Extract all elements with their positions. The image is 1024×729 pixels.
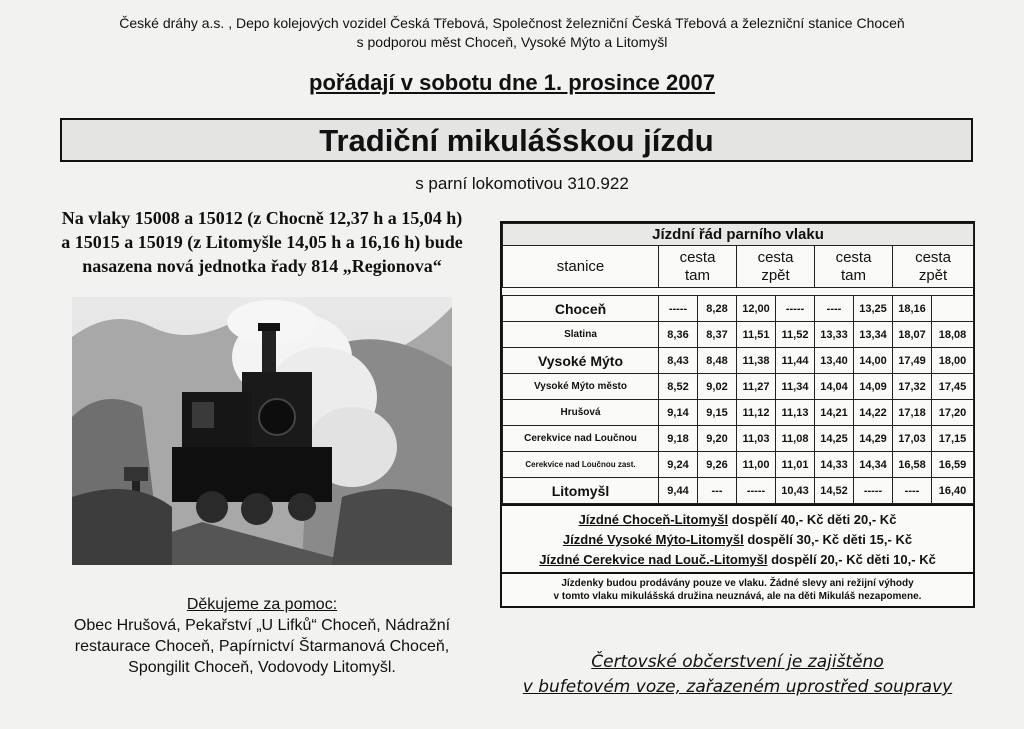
time-cell: 8,36: [659, 322, 698, 348]
time-cell: ----: [815, 296, 854, 322]
column-header-direction: [893, 246, 974, 288]
trains-info: [20, 206, 504, 278]
fare-price: dospělí 20,- Kč děti 10,- Kč: [767, 552, 936, 567]
time-cell: ---: [698, 478, 737, 504]
table-row: [503, 348, 974, 374]
column-header-station: stanice: [503, 246, 659, 288]
table-row: [503, 296, 974, 322]
time-cell: 17,32: [893, 374, 932, 400]
time-cell: 18,07: [893, 322, 932, 348]
time-cell: 8,48: [698, 348, 737, 374]
steam-locomotive-image: [72, 297, 452, 565]
time-cell: 14,29: [854, 426, 893, 452]
thanks-line-3: Spongilit Choceň, Vodovody Litomyšl.: [128, 659, 396, 676]
fare-route: Jízdné Cerekvice nad Louč.-Litomyšl: [539, 552, 768, 567]
time-cell: 17,18: [893, 400, 932, 426]
ticket-note-line-1: Jízdenky budou prodávány pouze ve vlaku. Žádné slevy ani režijní výhody: [561, 578, 914, 589]
time-cell: 11,08: [776, 426, 815, 452]
station-name: Vysoké Mýto město: [503, 374, 659, 400]
thanks-line-2: restaurace Choceň, Papírnictví Štarmanová Choceň,: [74, 638, 450, 655]
timetable-caption: Jízdní řád parního vlaku: [503, 224, 974, 246]
fare-price: dospělí 40,- Kč děti 20,- Kč: [728, 512, 897, 527]
time-cell: 13,25: [854, 296, 893, 322]
time-cell: 11,27: [737, 374, 776, 400]
time-cell: 17,20: [932, 400, 974, 426]
time-cell: 11,52: [776, 322, 815, 348]
time-cell: 17,45: [932, 374, 974, 400]
time-cell: 11,00: [737, 452, 776, 478]
time-cell: 11,34: [776, 374, 815, 400]
time-cell: 8,28: [698, 296, 737, 322]
table-row: [503, 478, 974, 504]
station-name: Choceň: [503, 296, 659, 322]
time-cell: 14,00: [854, 348, 893, 374]
time-cell: 14,22: [854, 400, 893, 426]
fare-line: [502, 510, 973, 530]
table-spacer: [503, 288, 974, 296]
thanks-line-1: Obec Hrušová, Pekařství „U Lifků“ Choceň, Nádražní: [73, 617, 451, 634]
thanks-section: [20, 594, 504, 678]
time-cell: [932, 296, 974, 322]
organizers-header: [0, 14, 1024, 52]
time-cell: 9,24: [659, 452, 698, 478]
time-cell: 11,12: [737, 400, 776, 426]
time-cell: 11,13: [776, 400, 815, 426]
timetable-box: [500, 221, 975, 608]
direction-target: tam: [684, 266, 710, 284]
steam-locomotive-photo: [72, 297, 452, 565]
time-cell: 14,52: [815, 478, 854, 504]
refreshment-text-1: Čertovské občerstvení je zajištěno: [591, 652, 884, 672]
time-cell: 13,34: [854, 322, 893, 348]
direction-target: tam: [840, 266, 866, 284]
refreshment-note: [500, 650, 975, 700]
direction-target: zpět: [761, 266, 790, 284]
station-name: Cerekvice nad Loučnou zast.: [503, 452, 659, 478]
event-date-text: pořádají v sobotu dne 1. prosince 2007: [309, 70, 715, 95]
time-cell: -----: [776, 296, 815, 322]
time-cell: 13,40: [815, 348, 854, 374]
time-cell: 12,00: [737, 296, 776, 322]
time-cell: 16,59: [932, 452, 974, 478]
trains-line-1: Na vlaky 15008 a 15012 (z Chocně 12,37 h a 15,04 h): [61, 208, 463, 228]
time-cell: 17,49: [893, 348, 932, 374]
column-header-direction: [815, 246, 893, 288]
table-row: [503, 374, 974, 400]
ticket-note: [502, 572, 973, 606]
station-name: Vysoké Mýto: [503, 348, 659, 374]
fare-line: [502, 530, 973, 550]
time-cell: 9,44: [659, 478, 698, 504]
fare-price: dospělí 30,- Kč děti 15,- Kč: [743, 532, 913, 547]
direction-word: cesta: [679, 248, 716, 266]
time-cell: 17,15: [932, 426, 974, 452]
fare-route: Jízdné Vysoké Mýto-Litomyšl: [562, 532, 744, 547]
timetable-body: [503, 296, 974, 504]
event-date: [0, 70, 1024, 96]
table-row: [503, 452, 974, 478]
time-cell: 11,44: [776, 348, 815, 374]
fare-line: [502, 550, 973, 570]
time-cell: 14,25: [815, 426, 854, 452]
refreshment-line-2: [500, 675, 975, 700]
refreshment-line-1: [500, 650, 975, 675]
time-cell: 9,14: [659, 400, 698, 426]
organizers-line-2: s podporou měst Choceň, Vysoké Mýto a Litomyšl: [356, 34, 668, 50]
thanks-heading: Děkujeme za pomoc:: [186, 596, 338, 613]
table-row: [503, 400, 974, 426]
time-cell: 11,03: [737, 426, 776, 452]
time-cell: 18,00: [932, 348, 974, 374]
direction-word: cesta: [757, 248, 794, 266]
table-row: [503, 426, 974, 452]
station-name: Cerekvice nad Loučnou: [503, 426, 659, 452]
direction-target: zpět: [918, 266, 948, 284]
column-header-direction: [737, 246, 815, 288]
locomotive-line: s parní lokomotivou 310.922: [415, 174, 629, 193]
time-cell: -----: [737, 478, 776, 504]
direction-word: cesta: [835, 248, 872, 266]
trains-line-3: nasazena nová jednotka řady 814 „Regionova“: [82, 256, 442, 276]
time-cell: 11,38: [737, 348, 776, 374]
organizers-line-1: České dráhy a.s. , Depo kolejových vozidel Česká Třebová, Společnost železniční Česká Třebová a železniční stanice Choceň: [119, 15, 905, 31]
time-cell: 8,37: [698, 322, 737, 348]
time-cell: 9,26: [698, 452, 737, 478]
time-cell: ----: [893, 478, 932, 504]
time-cell: 18,16: [893, 296, 932, 322]
title-box: [60, 118, 973, 162]
table-row: [503, 322, 974, 348]
ticket-note-line-2: v tomto vlaku mikulášská družina neuznává, ale na děti Mikuláš nezapomene.: [553, 591, 922, 602]
trains-line-2: a 15015 a 15019 (z Litomyšle 14,05 h a 16,16 h) bude: [61, 232, 463, 252]
time-cell: 13,33: [815, 322, 854, 348]
time-cell: 9,15: [698, 400, 737, 426]
time-cell: 10,43: [776, 478, 815, 504]
time-cell: 14,09: [854, 374, 893, 400]
time-cell: 16,58: [893, 452, 932, 478]
time-cell: 8,43: [659, 348, 698, 374]
page-title: Tradiční mikulášskou jízdu: [319, 123, 714, 158]
time-cell: 17,03: [893, 426, 932, 452]
time-cell: 8,52: [659, 374, 698, 400]
time-cell: 16,40: [932, 478, 974, 504]
fares-section: [502, 504, 973, 572]
time-cell: 11,51: [737, 322, 776, 348]
station-name: Litomyšl: [503, 478, 659, 504]
station-name: Slatina: [503, 322, 659, 348]
timetable: [502, 223, 974, 504]
time-cell: 18,08: [932, 322, 974, 348]
time-cell: 14,04: [815, 374, 854, 400]
time-cell: 9,18: [659, 426, 698, 452]
time-cell: 14,33: [815, 452, 854, 478]
time-cell: -----: [854, 478, 893, 504]
time-cell: 14,34: [854, 452, 893, 478]
fare-route: Jízdné Choceň-Litomyšl: [578, 512, 729, 527]
direction-word: cesta: [915, 248, 951, 266]
time-cell: 9,02: [698, 374, 737, 400]
time-cell: 14,21: [815, 400, 854, 426]
column-header-direction: [659, 246, 737, 288]
time-cell: 11,01: [776, 452, 815, 478]
time-cell: 9,20: [698, 426, 737, 452]
time-cell: -----: [659, 296, 698, 322]
station-name: Hrušová: [503, 400, 659, 426]
refreshment-text-2: v bufetovém voze, zařazeném uprostřed soupravy: [522, 677, 953, 697]
